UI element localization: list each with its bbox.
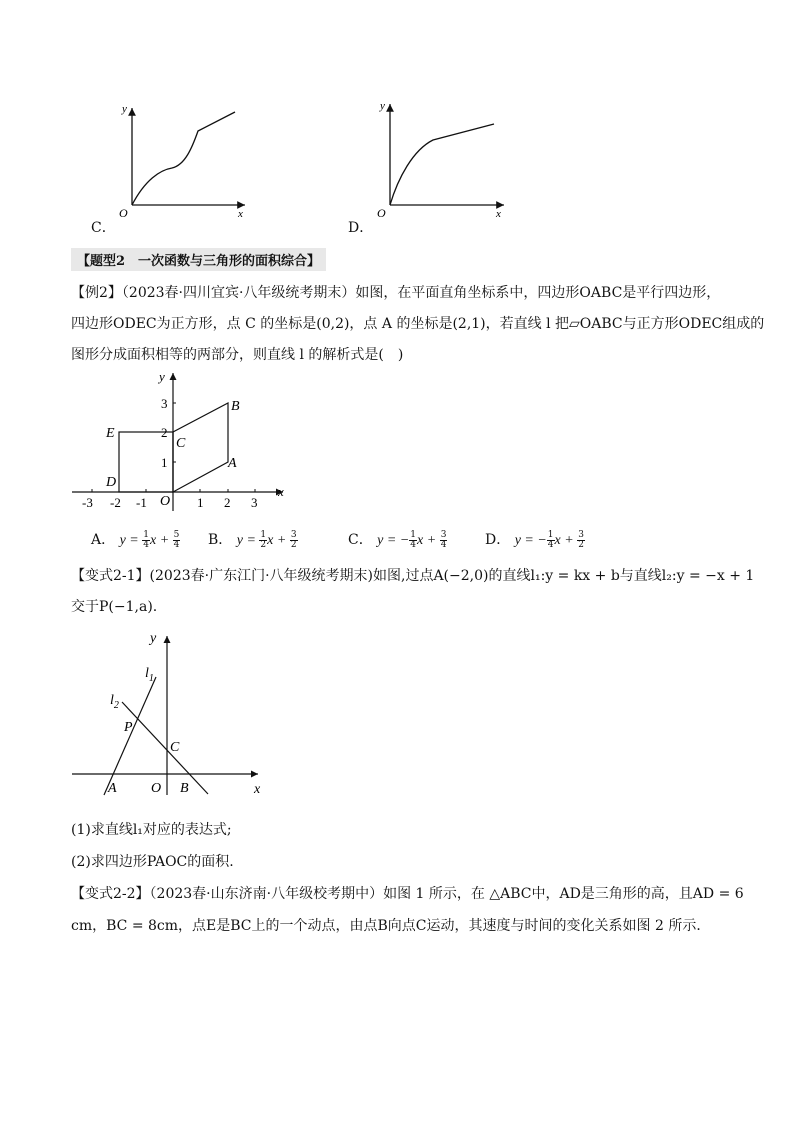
point-d-label: D xyxy=(106,475,117,490)
tick-y-2: 2 xyxy=(161,425,168,440)
variant21-line2: 交于P(−1,a). xyxy=(71,599,158,615)
origin-label: O xyxy=(377,206,386,220)
example2-line1: 【例2】（2023春·四川宜宾·八年级统考期末）如图，在平面直角坐标系中，四边形OABC是平行四边形， xyxy=(71,285,721,301)
axis-y-label: y xyxy=(122,103,127,115)
axis-y-label: y xyxy=(380,100,385,112)
variant21-question1: (1)求直线l₁对应的表达式; xyxy=(71,822,232,838)
axis-x-label: x xyxy=(254,782,261,797)
line-l2 xyxy=(122,702,208,794)
point-e-label: E xyxy=(106,426,115,441)
example2-line2: 四边形ODEC为正方形，点 C 的坐标是(0,2)，点 A 的坐标是(2,1)，若直线 l 把▱OABC与正方形ODEC组成的 xyxy=(71,316,765,332)
tick-x-neg3: -3 xyxy=(82,495,93,510)
axis-y-label: y xyxy=(159,369,165,384)
example2-line3: 图形分成面积相等的两部分，则直线 l 的解析式是( ) xyxy=(71,347,404,363)
tick-y-3: 3 xyxy=(161,396,168,411)
label-l2: $l_2$ xyxy=(110,693,119,711)
point-a-label: A xyxy=(228,456,237,471)
variant22-line2: cm，BC = 8cm，点E是BC上的一个动点，由点B向点C运动，其速度与时间的变化关系如图 2 所示． xyxy=(71,918,711,934)
axis-x-label: x xyxy=(496,208,501,220)
example2-option-a: A． y = $\frac{1}{4}$ x + $\frac{5}{4}$ xyxy=(91,529,180,550)
point-c-label: C xyxy=(170,740,180,755)
point-b-label: B xyxy=(180,781,189,796)
point-a-label: A xyxy=(108,781,117,796)
point-o-label: O xyxy=(151,781,162,796)
tick-y-1: 1 xyxy=(161,455,168,470)
origin-label: O xyxy=(119,206,128,220)
variant21-line1: 【变式2-1】(2023春·广东江门·八年级统考期末)如图,过点A(−2,0)的直线l₁:y = kx + b与直线l₂:y = −x + 1 xyxy=(71,568,755,584)
axis-y-label: y xyxy=(150,631,157,646)
variant22-line1: 【变式2-2】（2023春·山东济南·八年级校考期中）如图 1 所示，在 △ABC中，AD是三角形的高，且AD = 6 xyxy=(71,886,744,902)
variant21-figure xyxy=(68,628,278,800)
label-l1: $l_1$ xyxy=(145,666,154,684)
axis-x-label: x xyxy=(238,208,243,220)
graph-c-curve xyxy=(132,112,235,205)
tick-x-1: 1 xyxy=(197,495,204,510)
topic-heading: 【题型2 一次函数与三角形的面积综合】 xyxy=(71,248,326,271)
option-d-label: D． xyxy=(348,220,374,236)
point-o-label: O xyxy=(160,494,171,509)
tick-x-neg2: -2 xyxy=(110,495,121,510)
example2-option-c: C． y = − $\frac{1}{4}$ x + $\frac{3}{4}$ xyxy=(348,529,447,550)
example2-option-b: B． y = $\frac{1}{2}$ x + $\frac{3}{2}$ xyxy=(208,529,297,550)
option-c-label: C． xyxy=(91,220,116,236)
example2-figure xyxy=(70,365,300,515)
graph-d-curve xyxy=(390,124,494,205)
point-b-label: B xyxy=(231,399,240,414)
graph-c xyxy=(110,98,260,223)
tick-x-neg1: -1 xyxy=(136,495,147,510)
graph-d xyxy=(368,98,518,223)
point-p-label: P xyxy=(124,720,133,735)
tick-x-3: 3 xyxy=(251,495,258,510)
example2-option-d: D． y = − $\frac{1}{4}$ x + $\frac{3}{2}$ xyxy=(485,529,584,550)
point-c-label: C xyxy=(176,436,186,451)
tick-x-2: 2 xyxy=(224,495,231,510)
axis-x-label: x xyxy=(278,484,284,499)
variant21-question2: (2)求四边形PAOC的面积. xyxy=(71,854,234,870)
